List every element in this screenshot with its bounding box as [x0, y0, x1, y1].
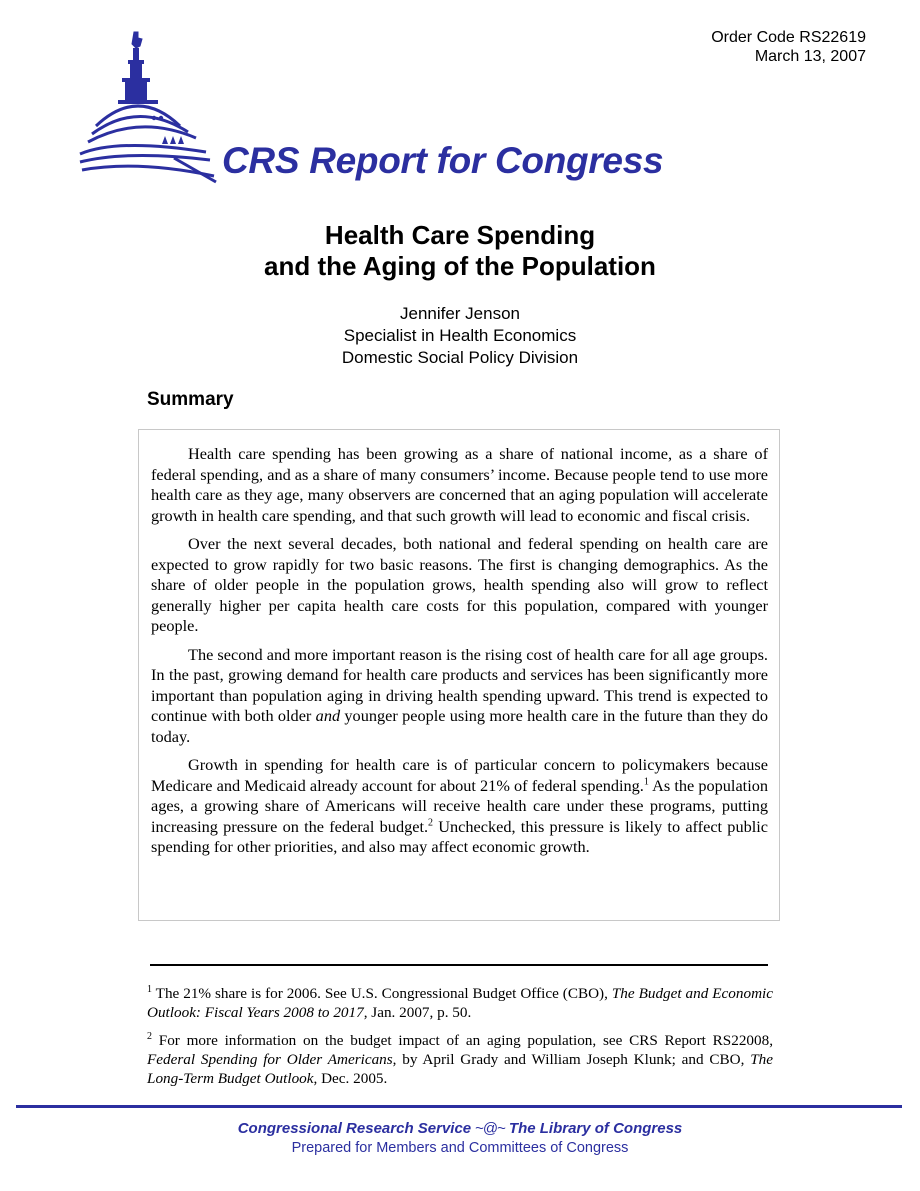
summary-box [138, 429, 780, 921]
author-name: Jennifer Jenson [399, 304, 521, 323]
summary-paragraph-2: Over the next several decades, both national and federal spending on health care are expected to grow rapidly for two basic reasons. The first is changing demographics. As the share of older people in the population grows, health spending also will grow to reflect generally higher per capita health care costs for this population, compared with younger people. [151, 534, 768, 635]
summary-heading: Summary [147, 389, 234, 410]
footnote-2: $^2$ For more information on the budget impact of an aging population, see CRS Report RS22008, Federal Spending for Older Americans, by April Grady and William Joseph Klunk; and CBO, The Long-Term Budget Outlook, Dec. 2005. [147, 1030, 773, 1087]
footnote-1: $^1$ The 21% share is for 2006. See U.S. Congressional Budget Office (CBO), The Budget and Economic Outlook: Fiscal Years 2008 to 2017, Jan. 2007, p. 50. [147, 983, 773, 1021]
title-line-2: and the Aging of the Population [264, 251, 656, 281]
author-title: Specialist in Health Economics [343, 326, 577, 345]
summary-paragraph-4: Growth in spending for health care is of particular concern to policymakers because Medicare and Medicaid already account for about 21% of federal spending.$^1$ As the population ages, a growing share of Americans will receive health care under these programs, putting increasing pressure on the federal budget.$^2$ Unchecked, this pressure is likely to affect public spending for other priorities, and also may affect economic growth. [151, 755, 769, 856]
summary-paragraph-3: The second and more important reason is the rising cost of health care for all age groups. In the past, growing demand for health care products and services has been significantly more important than population aging in driving health spending upward. This trend is expected to continue with both older and younger people using more health care in the future than they do today. [151, 644, 769, 746]
document-title [0, 220, 920, 282]
footer-crs-name: Congressional Research Service [237, 1120, 472, 1137]
footnote-1-number: 1 [147, 983, 152, 995]
emphasis-and: and [315, 706, 341, 725]
author-division: Domestic Social Policy Division [341, 348, 579, 367]
footer-divider [16, 1105, 902, 1108]
order-info [711, 28, 866, 66]
footnotes [147, 984, 773, 1097]
footer-crs-line [0, 1120, 920, 1137]
footnote-2-number: 2 [147, 1030, 152, 1042]
footnote-divider [150, 964, 768, 966]
footnote-ref-2[interactable]: 2 [428, 817, 434, 829]
summary-paragraph-1: Health care spending has been growing as a share of national income, as a share of federal spending, and as a share of many consumers’ income. Because people tend to use more health care as they age, many observers are concerned that an aging population will accelerate growth in health care spending, and that such growth will lead to economic and fiscal crisis. [151, 444, 768, 525]
capitol-dome-logo [78, 26, 218, 184]
report-series-title: CRS Report for Congress [222, 140, 664, 181]
footer-prepared-for: Prepared for Members and Committees of Congress [291, 1140, 629, 1156]
title-line-1: Health Care Spending [324, 220, 596, 250]
footer-loc-name: The Library of Congress [508, 1120, 683, 1137]
footnote-ref-1[interactable]: 1 [643, 776, 649, 788]
footer-separator-icon: ~@~ [475, 1120, 505, 1137]
author-block [0, 303, 920, 369]
order-code: Order Code RS22619 [711, 29, 866, 46]
report-date: March 13, 2007 [754, 48, 866, 65]
